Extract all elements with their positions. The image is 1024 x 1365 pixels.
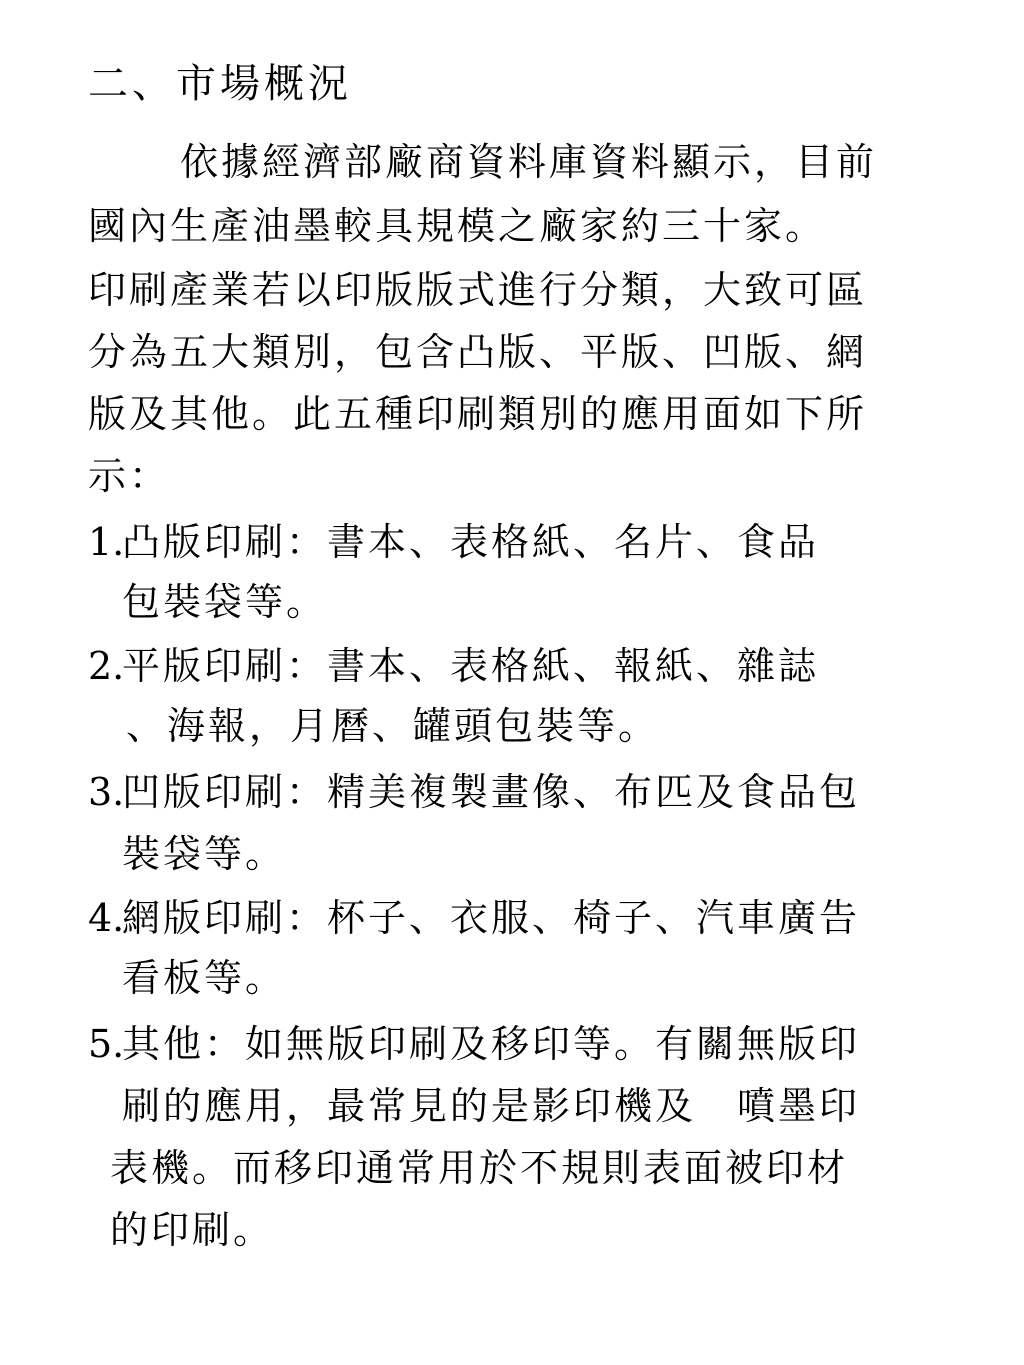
- intro-line-2: 國內生產油墨較具規模之廠家約三十家。: [88, 204, 827, 248]
- list-item-line: 平版印刷：書本、表格紙、報紙、雜誌: [122, 644, 820, 688]
- list-item-line: 包裝袋等。: [122, 580, 328, 624]
- list-item-line: 看板等。: [122, 956, 287, 1000]
- list-item-line: 刷的應用，最常見的是影印機及 噴墨印: [122, 1084, 861, 1128]
- list-item-line: 其他：如無版印刷及移印等。有關無版印: [122, 1022, 861, 1066]
- list-item-line: 凹版印刷：精美複製畫像、布匹及食品包: [122, 770, 861, 814]
- list-item-number: 2.: [88, 644, 125, 688]
- list-item-line: 表機。而移印通常用於不規則表面被印材: [110, 1146, 849, 1190]
- list-item-line: 、海報，月曆、罐頭包裝等。: [126, 704, 660, 748]
- intro-line-1: 依據經濟部廠商資料庫資料顯示，目前: [180, 140, 878, 184]
- list-item-line: 網版印刷：杯子、衣服、椅子、汽車廣告: [122, 896, 861, 940]
- list-item-number: 1.: [88, 520, 125, 564]
- classification-line-3: 版及其他。此五種印刷類別的應用面如下所: [88, 392, 868, 436]
- list-item-line: 的印刷。: [110, 1208, 275, 1252]
- classification-line-1: 印刷產業若以印版版式進行分類，大致可區: [88, 268, 868, 312]
- list-item-line: 裝袋等。: [122, 832, 287, 876]
- section-heading: 二、市場概況: [88, 61, 352, 107]
- classification-line-2: 分為五大類別，包含凸版、平版、凹版、網: [88, 330, 868, 374]
- list-item-number: 5.: [88, 1022, 125, 1066]
- list-item-number: 4.: [88, 896, 125, 940]
- list-item-line: 凸版印刷：書本、表格紙、名片、食品: [122, 520, 820, 564]
- classification-line-4: 示：: [88, 454, 171, 498]
- list-item-number: 3.: [88, 770, 125, 814]
